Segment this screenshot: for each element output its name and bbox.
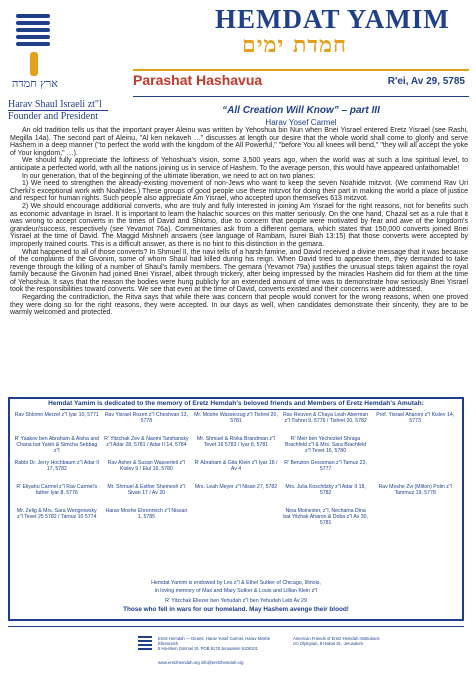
footer-logo-icon: [138, 636, 152, 652]
memorial-entry: [193, 508, 279, 530]
memorial-entry: [372, 436, 458, 458]
footer-org-left-name: Eretz Hemdah — Deans: Harav Yosef Carmel, Harav Moshe Ehrenreich: [158, 636, 271, 646]
memorial-entry: Mr. Shmuel & Rivka Brandman z"l Tevet 16 5783 / Iyar 8, 5781: [197, 436, 275, 448]
memorial-grid: [14, 412, 458, 530]
memorial-entry: R' Meir ben Yechezkel Shraga Brachfeld z"l & Mrs. Sara Brachfeld z"l Tevet 16, 5780: [285, 436, 367, 454]
founder-role: Founder and President: [8, 111, 98, 122]
memorial-entry: Harav Moshe Ehrenreich z"l Nissan 1, 5785: [105, 508, 188, 520]
memorial-entry: [372, 460, 458, 482]
logo-stem-icon: [30, 52, 38, 76]
memorial-entry: Rav Shlomo Merzel z"l Iyar 10, 5771: [14, 412, 99, 418]
footer: [8, 632, 464, 668]
footer-org-left: [158, 636, 278, 651]
memorial-entry: R' Abraham & Gita Klein z"l Iyar 18 / Av 4: [194, 460, 278, 472]
issue-date: R'ei, Av 29, 5785: [387, 76, 465, 87]
logo-hebrew-text: ארץ חמדה: [12, 77, 58, 90]
header-divider-top: [133, 69, 469, 71]
article-paragraph: What happened to all of those converts? In Shmuel II, the navi tells of a harsh famine, and David received a divine message that it was because of the complaints of the Givonim, some of whom Shaul had killed during his reign. When David tried to appease them, they demanded to take revenge through the killing of a number of Shaul's family members. The gemara (Yevamot 79a) justifies the unusual steps taken against the royal family because the Givonim had joined Bnei Yisrael, albeit through trickery, after being impressed by the miracles Hashem did for them at the time of Yehoshua. It says that the reason the bodies were hung publicly for an extended amount of time was to demonstrate how seriously Bnei Yisrael took the responsibilities toward converts. We see that even at the time of David, converts existed and their concerns were addressed.: [10, 248, 468, 294]
memorial-entry: Rav Moshe Zvi (Milton) Polin z"l Tammuz 19, 5778: [378, 484, 452, 496]
memorial-entry: Mr. Zelig & Mrs. Sara Wengrowsky z"l Tevet 25 5782 / Tamuz 10 5774: [16, 508, 97, 520]
article-paragraph: An old tradition tells us that the important prayer Aleinu was written by Yehoshua bin Nun when Bnei Yisrael entered Eretz Yisrael (see Rashi, Megilla 14a). The second part of Aleinu, "Al ken nekaveh …" discusses at length our desire that the whole world shall come to glorify and serve Hashem in a deep manner ("to perfect the world with the kingdom of the All Powerful," "before You all knees will bend," "they will all accept the yoke of Your kingdom," …).: [10, 127, 468, 157]
memorial-entry: Nina Moinester, z"l, Nechama Dina bat Yitzhak Aharon & Doba z"l Av 30, 5781: [283, 508, 368, 526]
menorah-logo-icon: [16, 14, 50, 52]
memorial-entry: R' Yaakov ben Abraham & Aisha and Chana bat Yaish & Simcha Sebbag z"l: [14, 436, 100, 454]
footer-website-link[interactable]: www.eretzhemdah.org info@eretzhemdah.org: [158, 660, 244, 665]
memorial-entry: Rav Yisrael Rozen z"l Cheshvan 13, 5778: [104, 412, 188, 424]
article-body: [10, 127, 468, 317]
brand-title: HEMDAT YAMIM: [215, 4, 450, 34]
section-title: Parashat Hashavua: [133, 72, 263, 88]
article-paragraph: We should fully appreciate the loftiness of Yehoshua's vision, some 3,500 years ago, when the world was at such a low spiritual level, to anticipate a perfected world, with all the nations joining us in service of Hashem. To the average person, this would have appeared unfathomable!: [10, 157, 468, 172]
footer-divider: [8, 626, 464, 627]
memorial-entry: Rav Asher & Susan Wasserteil z"l Kislev 9 / Elul 16, 5780: [107, 460, 186, 472]
memorial-entry: Prof. Yisrael Aharoni z"l Kislev 14, 5773: [376, 412, 455, 424]
memorial-title: Hemdat Yamim is dedicated to the memory of Eretz Hemdah's beloved friends and Members of Eretz Hemdah's Amutah:: [48, 400, 424, 407]
memorial-entry: Rav Reuven & Chaya Leah Aberman z"l Tishrei 9, 5776 / Tishrei 20, 5782: [283, 412, 369, 424]
memorial-title-divider: [60, 409, 412, 410]
endowment-memory-line: in loving memory of Max and Mary Sutker & Louis and Lillian Klein z"l: [154, 588, 318, 594]
memorial-entry: Mrs. Leah Meyer z"l Nisan 27, 5782: [194, 484, 278, 490]
brand-title-hebrew: חמדת ימים: [242, 32, 348, 58]
article-author: Harav Yosef Carmel: [265, 118, 337, 127]
fallen-soldiers-line: Those who fell in wars for our homeland. May Hashem avenge their blood!: [123, 606, 349, 613]
article-paragraph: 2) We should encourage additional converts, who are truly and fully interested in joining Am Yisrael for the right reasons, not for benefits such as economic advantage in Israel. It is important to learn the halachic sources on this matter seriously. On the one hand, Chazal set as a rule that it was wrong to accept converts in the times of David and Shlomo, due to concern that people were motivated by fear and awe of the kingdom's grandeur/success, respectively (see Yevamot 76a). Commentaries ask from a different gemara, which states that 150,000 converts joined Bnei Yisrael at the time of David. The Maggid Mishneh answers (see language of Rambam, Isurei Biah 13:15) that those converts were accepted by improperly trained courts. This is a difficult answer, as there is no hint to this distinction in the gemara.: [10, 202, 468, 248]
article-paragraph: In our generation, that of the beginning of the ultimate liberation, we need to act on two planes:: [22, 172, 316, 180]
memorial-entry: Mr. Moshe Wasserzug z"l Tishrei 20, 5781: [194, 412, 278, 424]
memorial-entry: [372, 508, 458, 530]
article-title: “All Creation Will Know” – part III: [222, 105, 380, 116]
endowment-line: Hemdat Yamim is endowed by Les z"l & Ethel Sutker of Chicago, Illinois,: [151, 580, 321, 586]
memorial-entry: Mr. Shmuel & Esther Shemesh z"l Sivan 17 / Av 20: [107, 484, 186, 496]
memorial-entry: R' Benzion Grossman z"l Tamuz 23, 5777: [284, 460, 367, 472]
footer-org-right: [293, 636, 423, 646]
header-divider-bottom: [133, 96, 469, 97]
founder-name: Harav Shaul Israeli zt"l: [8, 99, 102, 110]
memorial-entry: R' Yitzchak Zev & Naomi Tarshansky z"l Adar 28, 5781 / Adar II 14, 5784: [104, 436, 189, 448]
footer-org-right-address: c/o Olympian, 8 Hakos St., Jerusalem: [293, 641, 364, 646]
footer-org-left-address: 5 Ha-Mem Gimmel St. POB 8178 Jerusalem 9108101: [158, 646, 258, 651]
article-paragraph: 1) We need to strengthen the already-existing movement of non-Jews who want to keep the seven Noahide mitzvot. (We commend Rav Uri Cherki's exceptional work with Noahides.) These groups of good people use these mitzvot for doing their part in making the world a place of justice and respect for human rights. Such people also appreciate Am Yisrael, who accepted upon themselves 613 mitzvot.: [10, 180, 468, 203]
memorial-extra-line: R' Yitzchak Eliezer ben Yehudah z"l ben Yehudah Leib Av 29: [165, 598, 307, 604]
memorial-entry: R' Eliyahu Carmel z"l Rav Carmel's father Iyar 8, 5776: [16, 484, 98, 496]
article-paragraph: Regarding the contradiction, the Ritva says that while there was concern that people would convert for the wrong reasons, when one proved they were doing so for the right reasons, they were accepted. In our days as well, when candidates demonstrate their sincerity, they are to be warmly welcomed and protected.: [10, 294, 468, 317]
memorial-entry: Mrs. Julia Koschitzky z"l Adar II 18, 5782: [285, 484, 366, 496]
memorial-entry: Rabbi Dr. Jerry Hochbaum z"l Adar II 17, 5782: [14, 460, 100, 472]
footer-org-right-name: American Friends of Eretz Hemdah Institutions: [293, 636, 380, 641]
